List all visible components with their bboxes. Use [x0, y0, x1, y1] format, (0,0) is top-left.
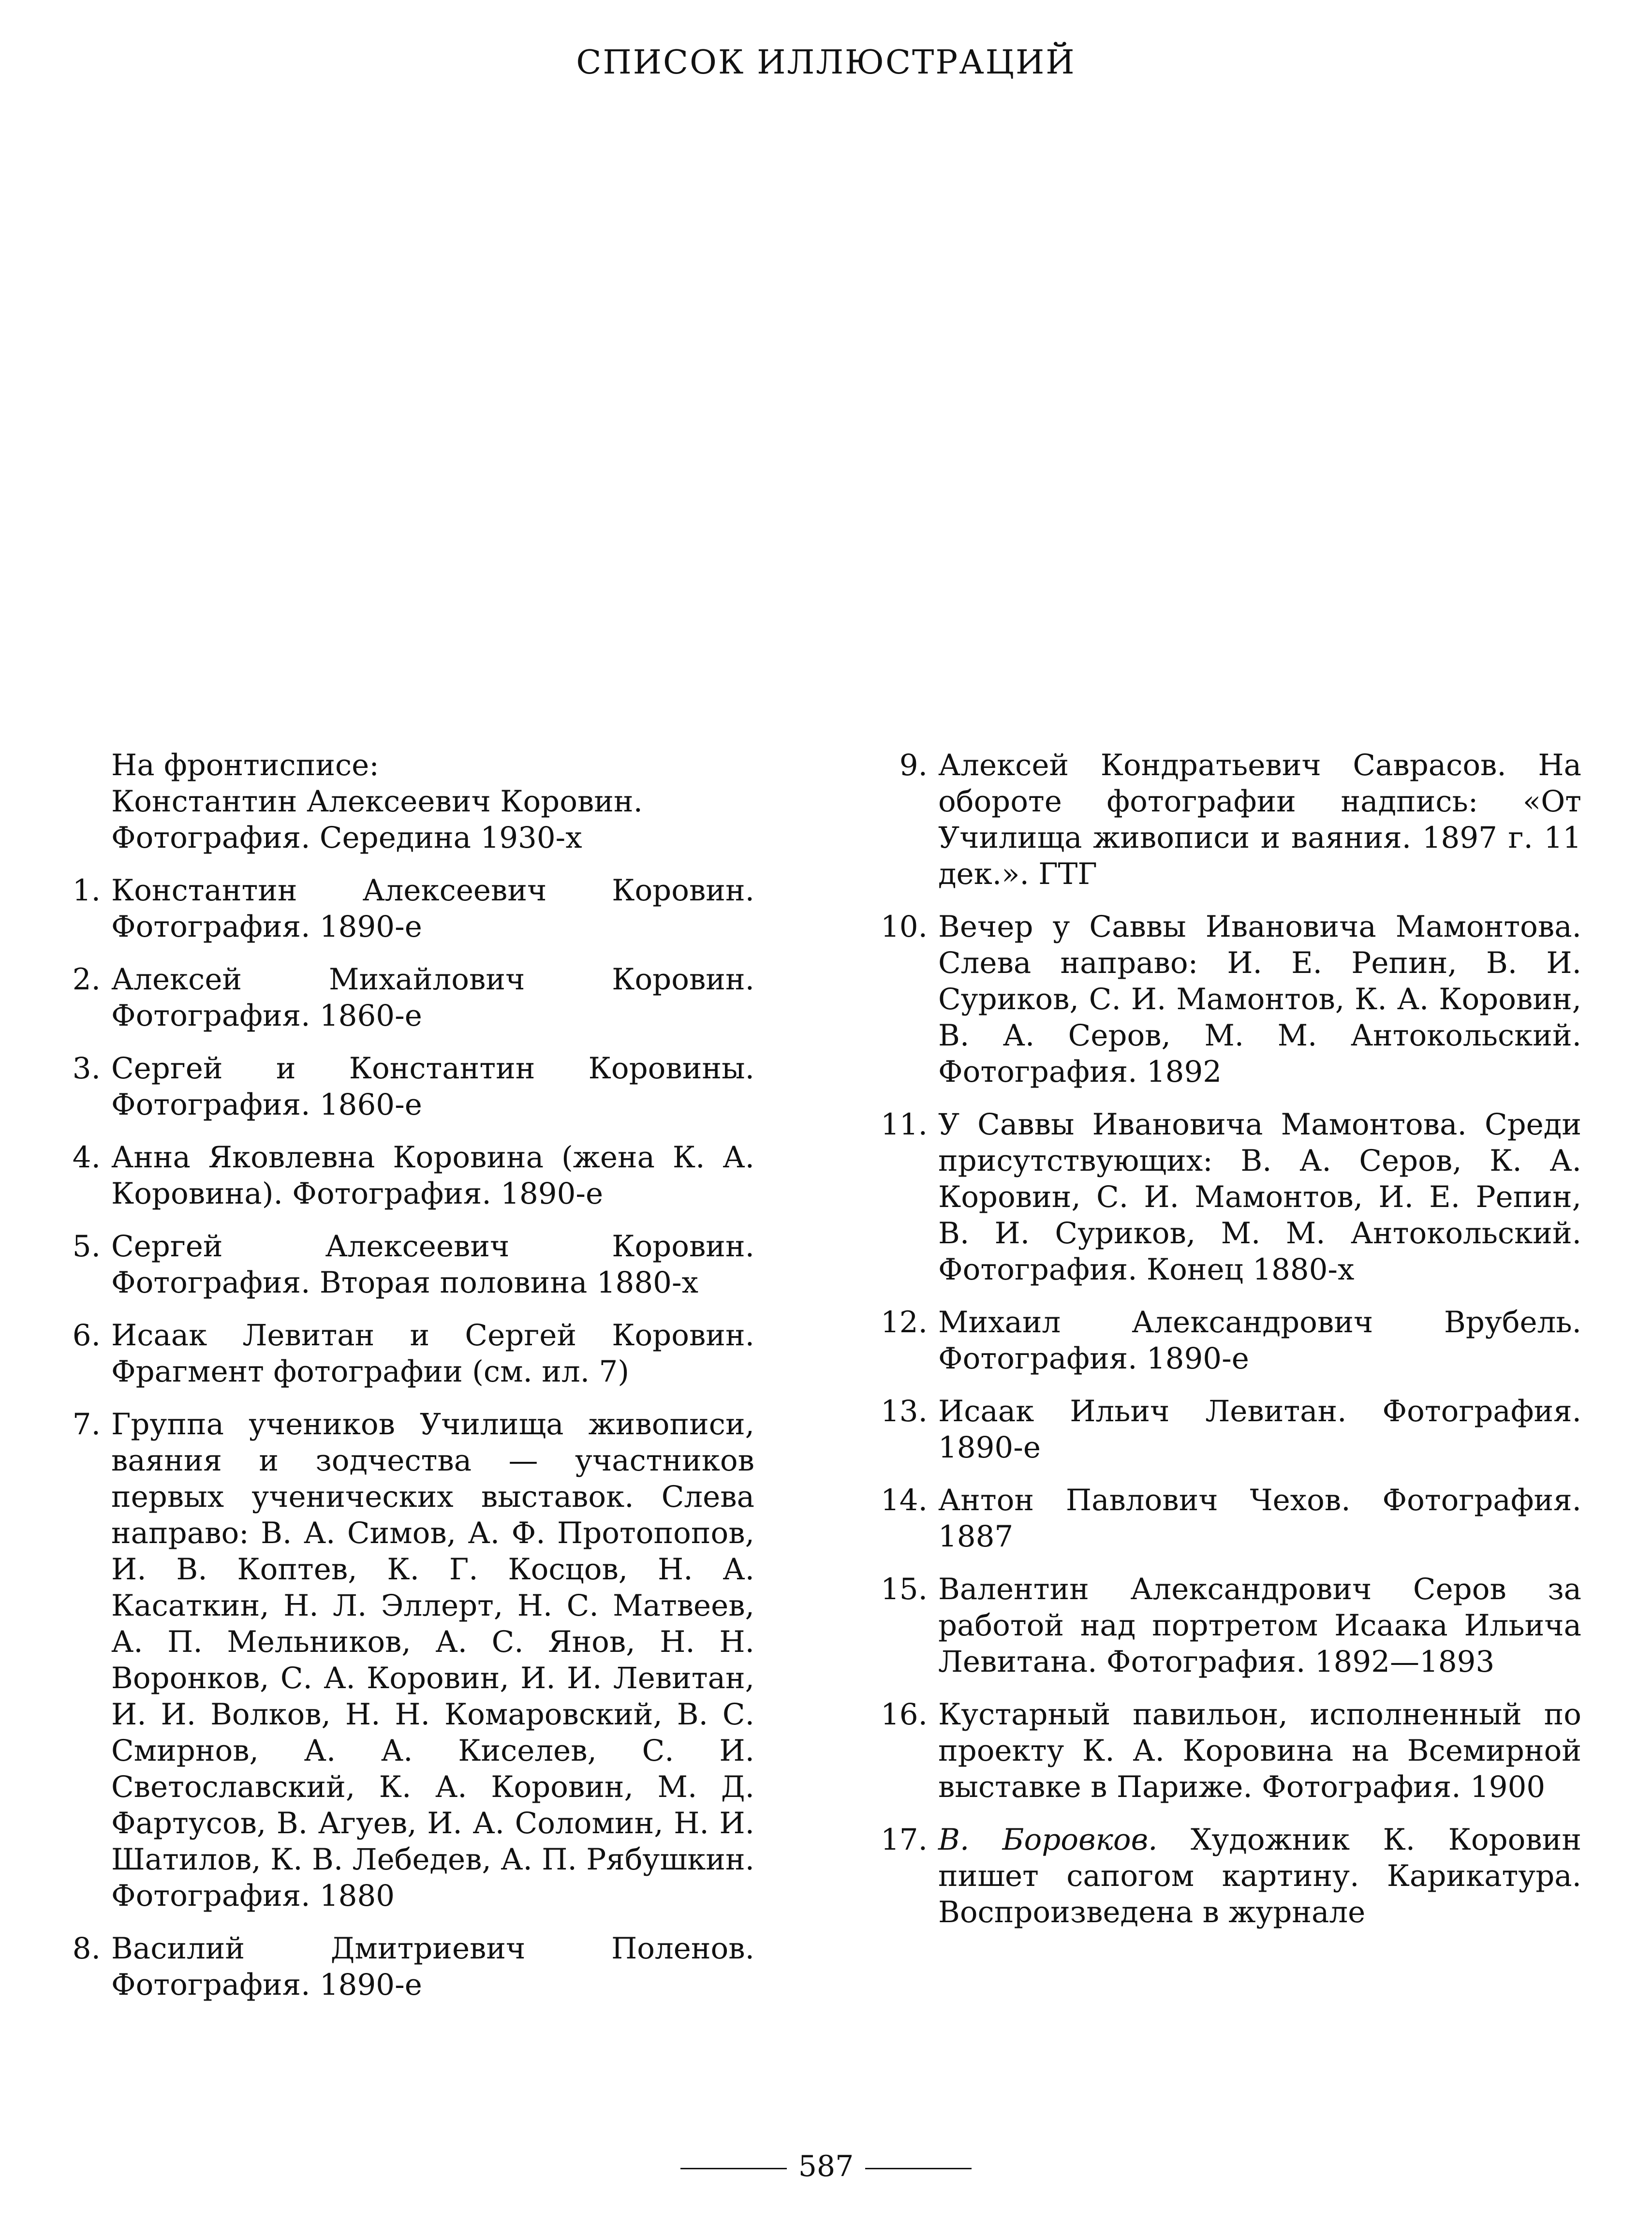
- frontispiece-entry: [48, 747, 754, 856]
- entry-number: 4.: [72, 1140, 101, 1175]
- page-number-rule-right: [865, 2168, 972, 2169]
- entry-number: 12.: [880, 1305, 928, 1339]
- illustration-entry: [48, 1050, 754, 1123]
- entry-caption-text: Михаил Александрович Врубель. Фотография. 1890-е: [938, 1305, 1581, 1376]
- entry-number: 2.: [72, 962, 101, 997]
- illustration-entry: [875, 1696, 1581, 1805]
- entry-caption-text: Валентин Александрович Серов за работой над портретом Исаака Ильича Левитана. Фотография. 1892—1893: [938, 1572, 1581, 1679]
- entry-number: 1.: [72, 873, 101, 908]
- entry-caption: [111, 961, 754, 1034]
- entry-caption-text: Кустарный павильон, исполненный по проекту К. А. Коровина на Всемирной выставке в Париже. Фотография. 1900: [938, 1697, 1581, 1804]
- entry-caption: [111, 1317, 754, 1390]
- entry-caption: [938, 1822, 1581, 1930]
- illustration-entry: [875, 747, 1581, 892]
- entry-caption-text: У Саввы Ивановича Мамонтова. Среди присутствующих: В. А. Серов, К. А. Коровин, С. И. Мамонтов, И. Е. Репин, В. И. Суриков, М. М. Антокольский. Фотография. Конец 1880-х: [938, 1107, 1581, 1287]
- entry-caption-text: Антон Павлович Чехов. Фотография. 1887: [938, 1483, 1581, 1554]
- page-title: СПИСОК ИЛЛЮСТРАЦИЙ: [576, 44, 1076, 82]
- entry-caption-text: Сергей Алексеевич Коровин. Фотография. Вторая половина 1880-х: [111, 1229, 754, 1300]
- entry-caption: [938, 1393, 1581, 1466]
- entry-caption: [938, 747, 1581, 892]
- entry-caption: [938, 1696, 1581, 1805]
- entry-number: 13.: [880, 1394, 928, 1428]
- illustration-entry: [875, 909, 1581, 1090]
- page-number-value: 587: [798, 2149, 854, 2183]
- entry-caption-text: Константин Алексеевич Коровин. Фотография. 1890-е: [111, 873, 754, 944]
- illustration-entry: [48, 961, 754, 1034]
- entry-number: 6.: [72, 1318, 101, 1353]
- entry-number: 14.: [880, 1483, 928, 1517]
- entry-number: 3.: [72, 1051, 101, 1086]
- illustration-entry: [48, 1139, 754, 1212]
- frontispiece-caption: Фотография. Середина 1930-х: [111, 821, 582, 855]
- illustration-entry: [48, 1930, 754, 2003]
- entry-caption: [938, 1106, 1581, 1288]
- entry-caption-text: Анна Яковлевна Коровина (жена К. А. Коровина). Фотография. 1890-е: [111, 1140, 754, 1211]
- entry-number: 16.: [880, 1697, 928, 1732]
- entry-number: 11.: [880, 1107, 928, 1142]
- entry-caption-text: Алексей Кондратьевич Саврасов. На обороте фотографии надпись: «От Училища живописи и ваяния. 1897 г. 11 дек.». ГТГ: [938, 748, 1581, 891]
- entry-caption-text: Алексей Михайлович Коровин. Фотография. 1860-е: [111, 962, 754, 1033]
- illustration-entry: [875, 1393, 1581, 1466]
- left-column: [48, 747, 754, 2019]
- entry-caption: [938, 1482, 1581, 1555]
- entry-number: 7.: [72, 1407, 101, 1442]
- illustration-entry: [875, 1482, 1581, 1555]
- entry-number: 8.: [72, 1931, 101, 1966]
- entry-number: 9.: [899, 748, 928, 782]
- entry-number: 17.: [880, 1823, 928, 1857]
- right-entry-list: [875, 747, 1581, 1930]
- frontispiece-name: Константин Алексеевич Коровин.: [111, 784, 643, 819]
- entry-caption-text: Группа учеников Училища живописи, ваяния и зодчества — участников первых ученических выставок. Слева направо: В. А. Симов, А. Ф. Протопопов, И. В. Коптев, К. Г. Косцов, Н. А. Касаткин, Н. Л. Эллерт, Н. С. Матвеев, А. П. Мельников, А. С. Янов, Н. Н. Воронков, С. А. Коровин, И. И. Левитан, И. И. Волков, Н. Н. Комаровский, В. С. Смирнов, А. А. Киселев, С. И. Светославский, К. А. Коровин, М. Д. Фартусов, В. Агуев, И. А. Соломин, Н. И. Шатилов, К. В. Лебедев, А. П. Рябушкин. Фотография. 1880: [111, 1407, 754, 1913]
- illustration-entry: [875, 1571, 1581, 1680]
- page-number: [0, 2149, 1652, 2183]
- entry-number: 10.: [880, 910, 928, 944]
- entry-caption: [111, 1050, 754, 1123]
- illustration-entry: [875, 1106, 1581, 1288]
- entry-caption: [938, 1571, 1581, 1680]
- illustration-entry: [875, 1822, 1581, 1930]
- illustration-entry: [48, 1317, 754, 1390]
- frontispiece-label: На фронтисписе:: [111, 748, 379, 782]
- entry-caption-text: Художник К. Коровин пишет сапогом картину. Карикатура. Воспроизведена в журнале: [938, 1823, 1582, 1929]
- entry-caption: [111, 1406, 754, 1914]
- entry-caption: [111, 1930, 754, 2003]
- illustration-entry: [48, 1406, 754, 1914]
- entry-caption-text: Вечер у Саввы Ивановича Мамонтова. Слева направо: И. Е. Репин, В. И. Суриков, С. И. Мамонтов, К. А. Коровин, В. А. Серов, М. М. Антокольский. Фотография. 1892: [938, 910, 1581, 1089]
- entry-caption-text: Сергей и Константин Коровины. Фотография. 1860-е: [111, 1051, 754, 1122]
- illustration-entry: [875, 1304, 1581, 1377]
- entry-number: 5.: [72, 1229, 101, 1264]
- illustration-entry: [48, 1228, 754, 1301]
- entry-caption: [111, 872, 754, 945]
- entry-caption: [111, 1228, 754, 1301]
- entry-caption-text: Исаак Ильич Левитан. Фотография. 1890-е: [938, 1394, 1581, 1465]
- entry-caption: [111, 1139, 754, 1212]
- entry-caption-text: Исаак Левитан и Сергей Коровин. Фрагмент фотографии (см. ил. 7): [111, 1318, 754, 1389]
- page-number-rule-left: [680, 2168, 787, 2169]
- left-entry-list: [48, 872, 754, 2003]
- entry-caption-text: Василий Дмитриевич Поленов. Фотография. 1890-е: [111, 1931, 754, 2002]
- entry-caption: [938, 1304, 1581, 1377]
- illustration-entry: [48, 872, 754, 945]
- entry-caption: [938, 909, 1581, 1090]
- entry-number: 15.: [880, 1572, 928, 1606]
- right-column: [875, 747, 1581, 1947]
- entry-author: В. Боровков.: [938, 1823, 1158, 1857]
